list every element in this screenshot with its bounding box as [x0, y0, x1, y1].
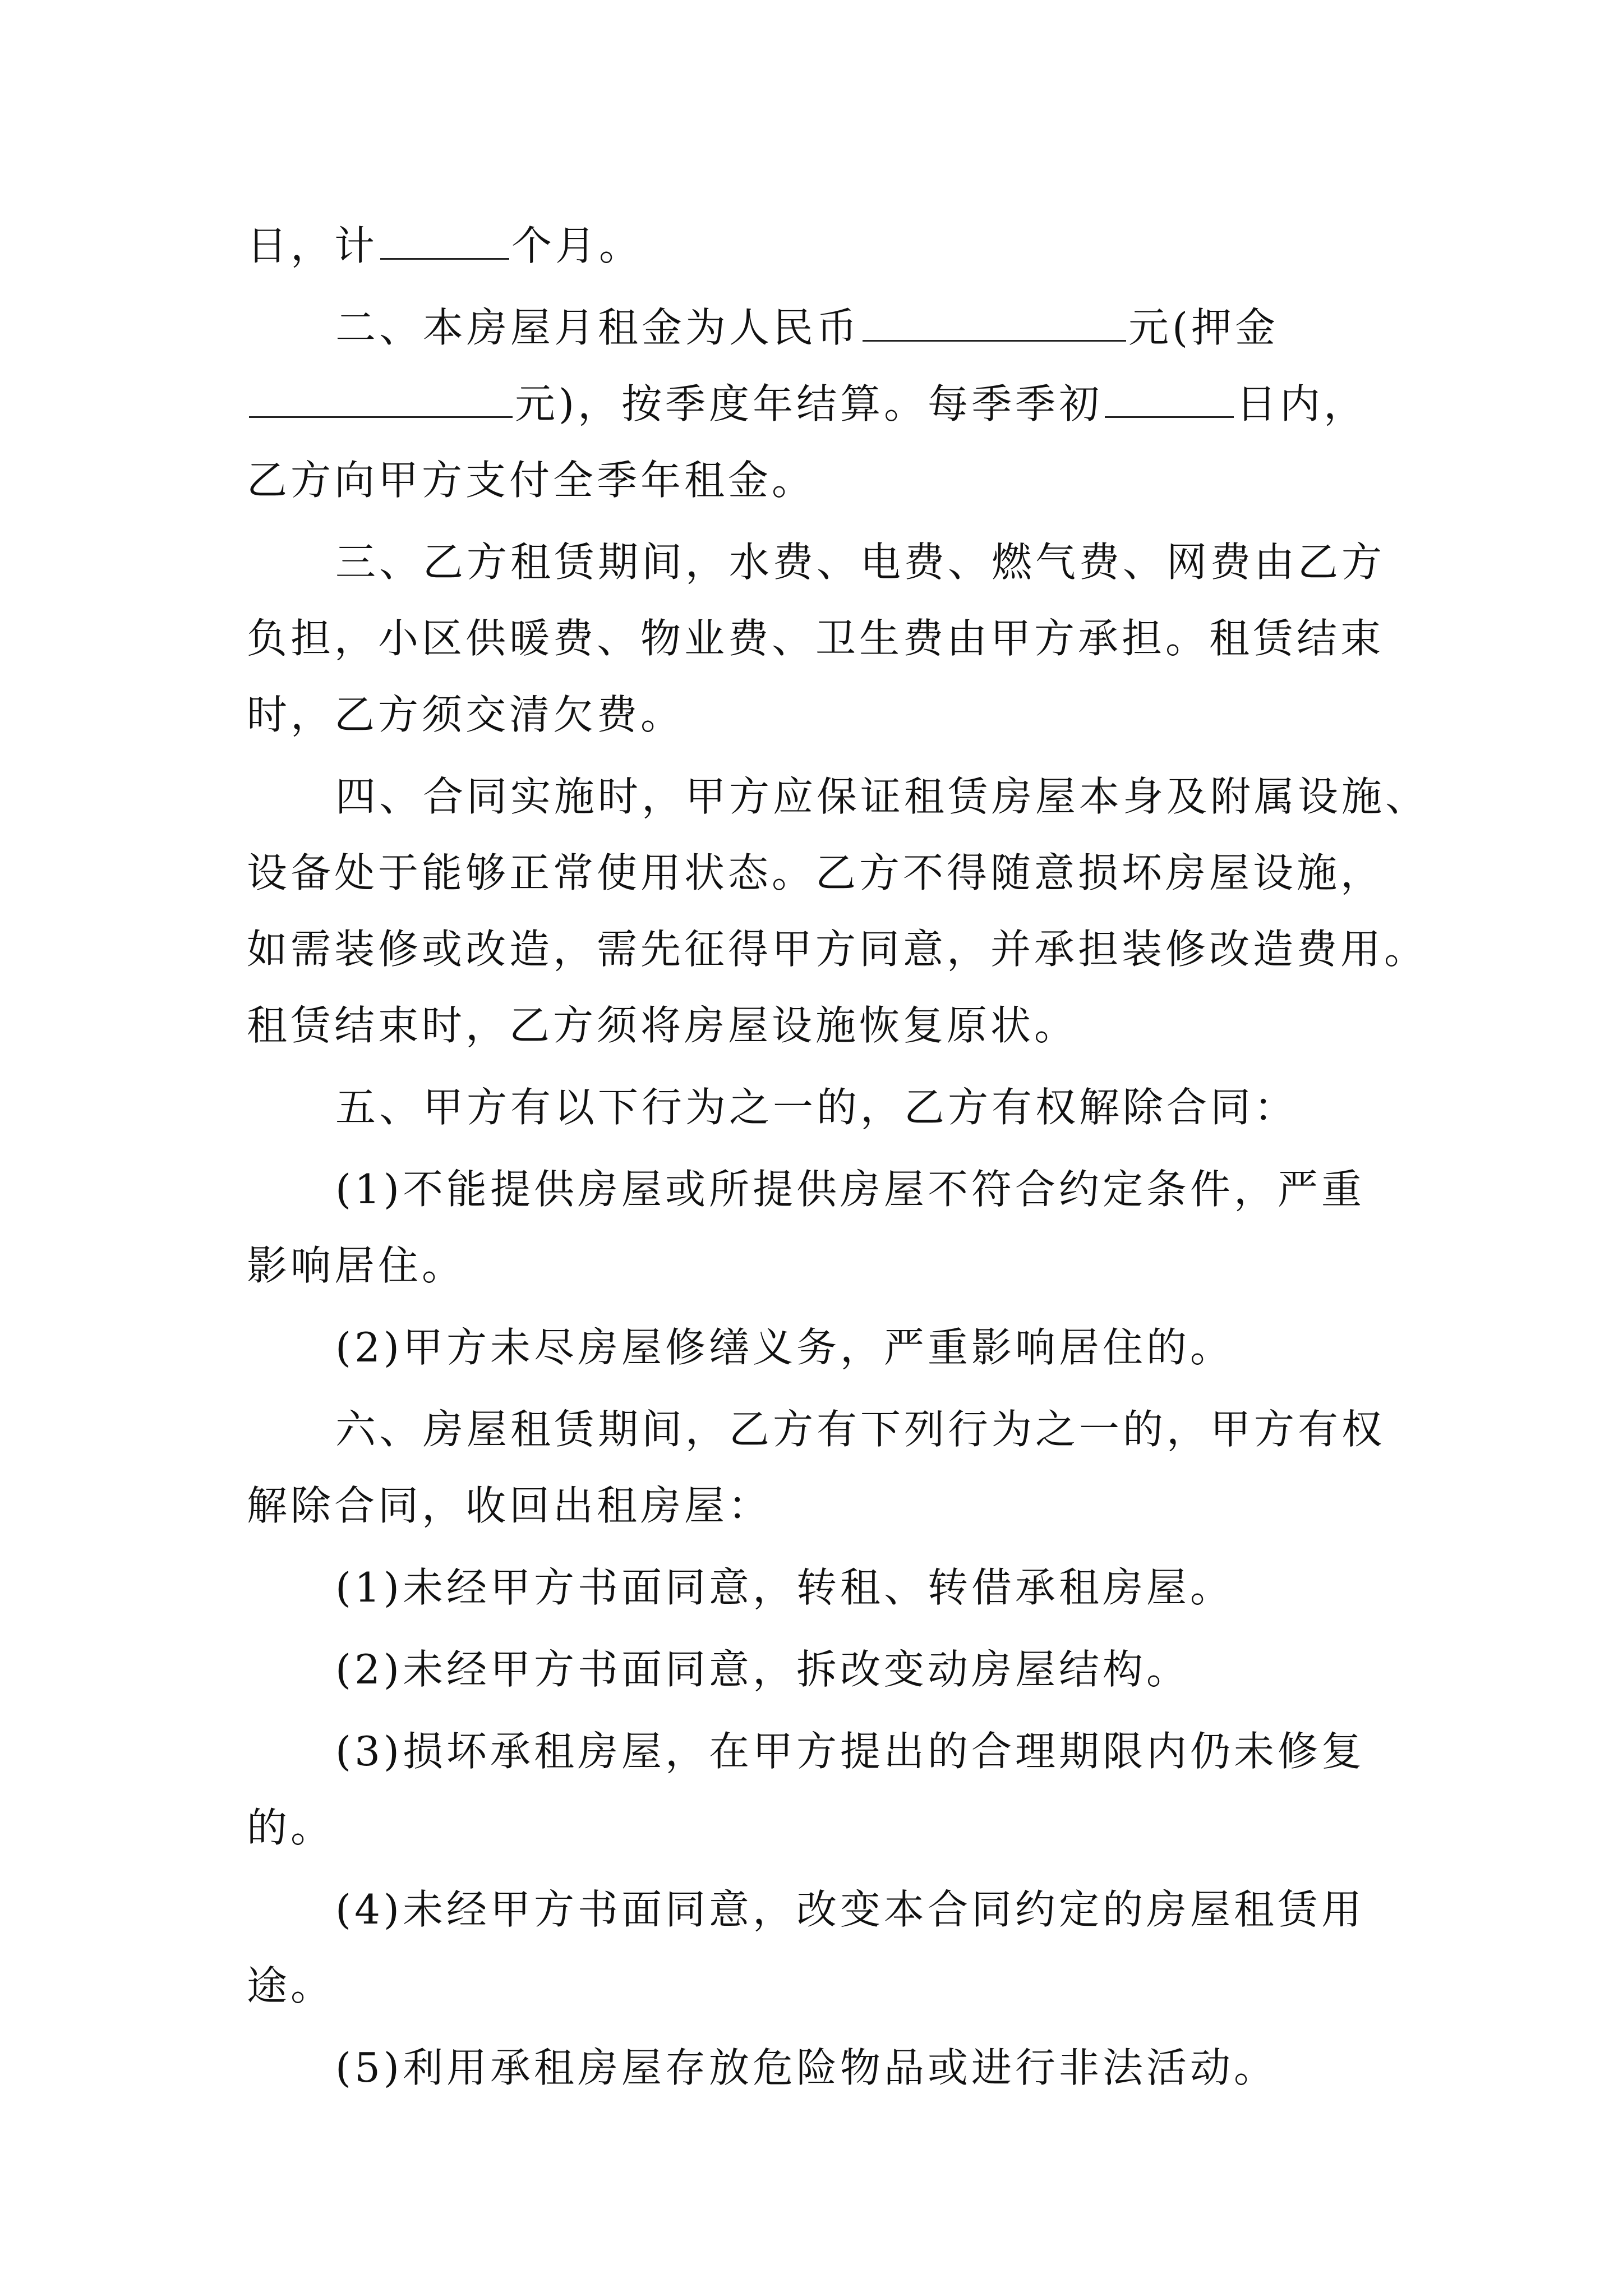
paragraph-line: 租赁结束时，乙方须将房屋设施恢复原状。	[247, 1002, 1078, 1049]
text-segment: 元)，按季度年结算。每季季初	[515, 380, 1103, 427]
sub-item-line: (2)甲方未尽房屋修缮义务，严重影响居住的。	[335, 1324, 1234, 1371]
sub-item-line: (1)不能提供房屋或所提供房屋不符合约定条件，严重	[335, 1166, 1365, 1213]
sub-item-line: (5)利用承租房屋存放危险物品或进行非法活动。	[335, 2044, 1278, 2091]
clause-six-line: 六、房屋租赁期间，乙方有下列行为之一的，甲方有权	[335, 1406, 1386, 1453]
clause-four-line: 四、合同实施时，甲方应保证租赁房屋本身及附属设施、	[335, 773, 1430, 820]
clause-three-line: 三、乙方租赁期间，水费、电费、燃气费、网费由乙方	[335, 539, 1386, 586]
line-deposit	[247, 366, 1391, 442]
sub-item-line: (4)未经甲方书面同意，改变本合同约定的房屋租赁用	[335, 1886, 1365, 1933]
paragraph-line: 如需装修或改造，需先征得甲方同意，并承担装修改造费用。	[247, 926, 1428, 973]
paragraph-line: 影响居住。	[247, 1242, 466, 1289]
paragraph-line: 途。	[247, 1962, 335, 2009]
paragraph-line: 负担，小区供暖费、物业费、卫生费由甲方承担。租赁结束	[247, 615, 1385, 662]
line-rent-amount	[247, 289, 1391, 366]
text-segment: 日内，	[1236, 380, 1368, 427]
blank-deposit	[249, 384, 513, 418]
line-term-months	[247, 208, 1391, 284]
text-segment: 日，计	[247, 222, 379, 269]
paragraph-line: 乙方向甲方支付全季年租金。	[247, 457, 816, 504]
blank-months	[380, 226, 509, 260]
paragraph-line: 设备处于能够正常使用状态。乙方不得随意损坏房屋设施，	[247, 849, 1385, 896]
blank-rent	[863, 307, 1126, 342]
text-segment: 元(押金	[1128, 304, 1279, 351]
paragraph-line: 的。	[247, 1804, 335, 1851]
text-segment: 二、本房屋月租金为人民币	[335, 304, 861, 351]
contract-body	[247, 208, 1430, 2106]
sub-item-line: (3)损坏承租房屋，在甲方提出的合理期限内仍未修复	[335, 1728, 1365, 1775]
sub-item-line: (1)未经甲方书面同意，转租、转借承租房屋。	[335, 1564, 1234, 1611]
text-segment: 个月。	[511, 222, 643, 269]
paragraph-line: 解除合同，收回出租房屋：	[247, 1482, 772, 1529]
blank-days	[1105, 384, 1234, 418]
sub-item-line: (2)未经甲方书面同意，拆改变动房屋结构。	[335, 1646, 1190, 1693]
paragraph-line: 时，乙方须交清欠费。	[247, 691, 685, 738]
clause-five-line: 五、甲方有以下行为之一的，乙方有权解除合同：	[335, 1084, 1298, 1131]
